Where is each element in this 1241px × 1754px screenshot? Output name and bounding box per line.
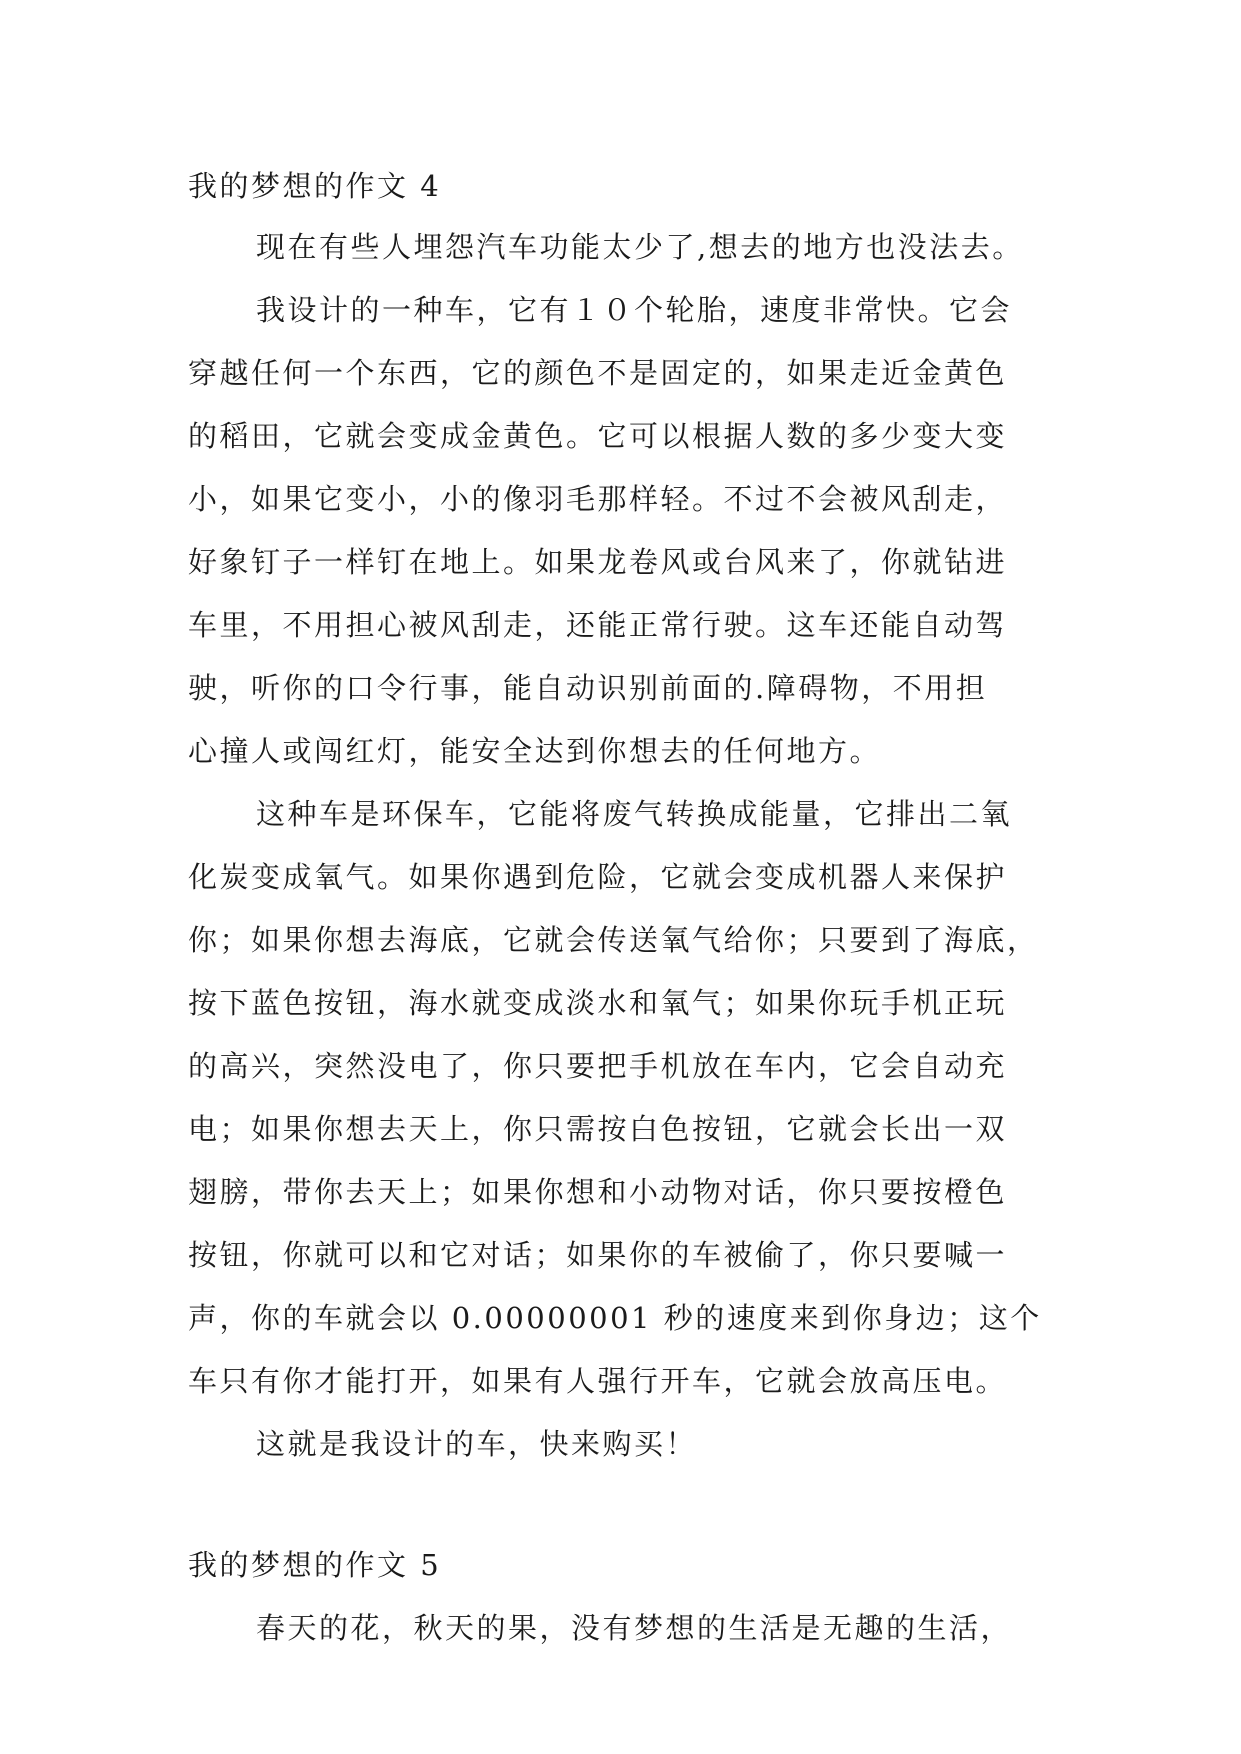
paragraph-line: 翅膀，带你去天上；如果你想和小动物对话，你只要按橙色	[188, 1175, 1008, 1209]
paragraph-line: 现在有些人埋怨汽车功能太少了,想去的地方也没法去。	[256, 230, 1024, 264]
paragraph-line: 你；如果你想去海底，它就会传送氧气给你；只要到了海底，	[188, 923, 1039, 957]
paragraph-line: 车只有你才能打开，如果有人强行开车，它就会放高压电。	[188, 1364, 1008, 1398]
paragraph-line: 车里，不用担心被风刮走，还能正常行驶。这车还能自动驾	[188, 608, 1008, 642]
paragraph-line: 的稻田，它就会变成金黄色。它可以根据人数的多少变大变	[188, 419, 1008, 453]
section-4-heading: 我的梦想的作文 4	[188, 169, 442, 203]
paragraph-line: 春天的花，秋天的果，没有梦想的生活是无趣的生活，	[256, 1611, 1013, 1645]
paragraph-line: 按下蓝色按钮，海水就变成淡水和氧气；如果你玩手机正玩	[188, 986, 1008, 1020]
paragraph-line: 这种车是环保车，它能将废气转换成能量，它排出二氧	[256, 797, 1013, 831]
paragraph-line: 这就是我设计的车，快来购买！	[256, 1427, 698, 1461]
paragraph-line: 声，你的车就会以 0.00000001 秒的速度来到你身边；这个	[188, 1301, 1042, 1335]
paragraph-line: 穿越任何一个东西，它的颜色不是固定的，如果走近金黄色	[188, 356, 1008, 390]
paragraph-line: 按钮，你就可以和它对话；如果你的车被偷了，你只要喊一	[188, 1238, 1008, 1272]
paragraph-line: 小，如果它变小，小的像羽毛那样轻。不过不会被风刮走，	[188, 482, 1008, 516]
paragraph-line: 好象钉子一样钉在地上。如果龙卷风或台风来了，你就钻进	[188, 545, 1008, 579]
paragraph-line: 心撞人或闯红灯，能安全达到你想去的任何地方。	[188, 734, 882, 768]
section-5-heading: 我的梦想的作文 5	[188, 1548, 442, 1582]
paragraph-line: 我设计的一种车，它有１０个轮胎，速度非常快。它会	[256, 293, 1013, 327]
paragraph-line: 驶，听你的口令行事，能自动识别前面的.障碍物，不用担	[188, 671, 988, 705]
paragraph-line: 电；如果你想去天上，你只需按白色按钮，它就会长出一双	[188, 1112, 1008, 1146]
paragraph-line: 化炭变成氧气。如果你遇到危险，它就会变成机器人来保护	[188, 860, 1008, 894]
paragraph-line: 的高兴，突然没电了，你只要把手机放在车内，它会自动充	[188, 1049, 1008, 1083]
